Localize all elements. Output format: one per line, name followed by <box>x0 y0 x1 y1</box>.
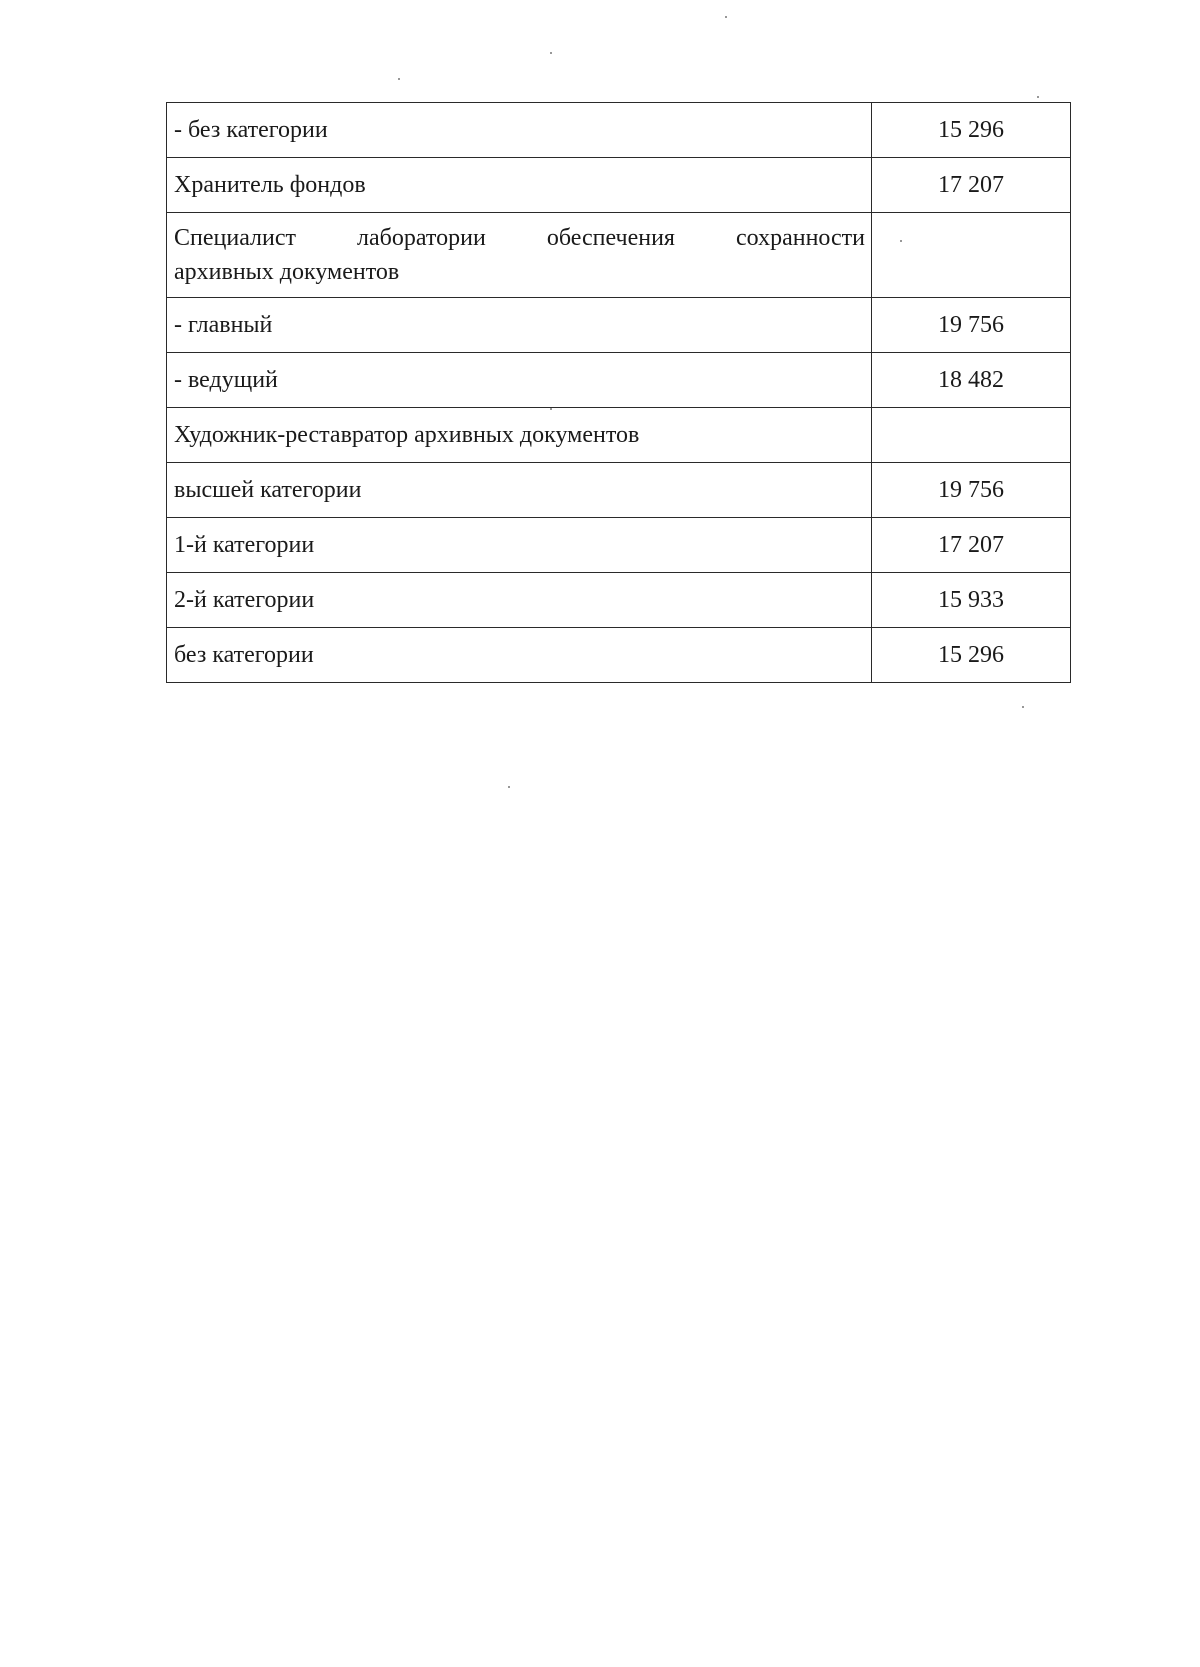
scan-speck <box>508 786 510 788</box>
salary-value: 15 296 <box>872 628 1071 683</box>
position-name: - без категории <box>167 103 872 158</box>
salary-value: 17 207 <box>872 158 1071 213</box>
scan-speck <box>1022 706 1024 708</box>
position-name: Хранитель фондов <box>167 158 872 213</box>
table-row <box>167 158 1071 213</box>
salary-value: 19 756 <box>872 463 1071 518</box>
salary-value: 18 482 <box>872 353 1071 408</box>
position-name: без категории <box>167 628 872 683</box>
table-row <box>167 463 1071 518</box>
position-name-line-1: Специалист лаборатории обеспечения сохранности <box>174 225 865 251</box>
position-name: - ведущий <box>167 353 872 408</box>
salary-value <box>872 213 1071 298</box>
salary-value <box>872 408 1071 463</box>
position-name: Художник-реставратор архивных документов <box>167 408 872 463</box>
table-row <box>167 298 1071 353</box>
scan-speck <box>725 16 727 18</box>
position-name: - главный <box>167 298 872 353</box>
scan-speck <box>550 408 552 410</box>
table-row <box>167 518 1071 573</box>
scan-speck <box>1037 96 1039 98</box>
position-name: 2-й категории <box>167 573 872 628</box>
salary-value: 15 933 <box>872 573 1071 628</box>
salary-table <box>166 102 1071 683</box>
table-row <box>167 573 1071 628</box>
scan-speck <box>398 78 400 80</box>
position-name <box>167 213 872 298</box>
table-row <box>167 103 1071 158</box>
salary-value: 19 756 <box>872 298 1071 353</box>
salary-value: 15 296 <box>872 103 1071 158</box>
position-name: 1-й категории <box>167 518 872 573</box>
table-row <box>167 628 1071 683</box>
table-row <box>167 213 1071 298</box>
position-name: высшей категории <box>167 463 872 518</box>
position-name-line-2: архивных документов <box>174 259 400 285</box>
scan-speck <box>900 240 902 242</box>
scan-speck <box>550 52 552 54</box>
salary-value: 17 207 <box>872 518 1071 573</box>
table-row <box>167 353 1071 408</box>
table-row <box>167 408 1071 463</box>
